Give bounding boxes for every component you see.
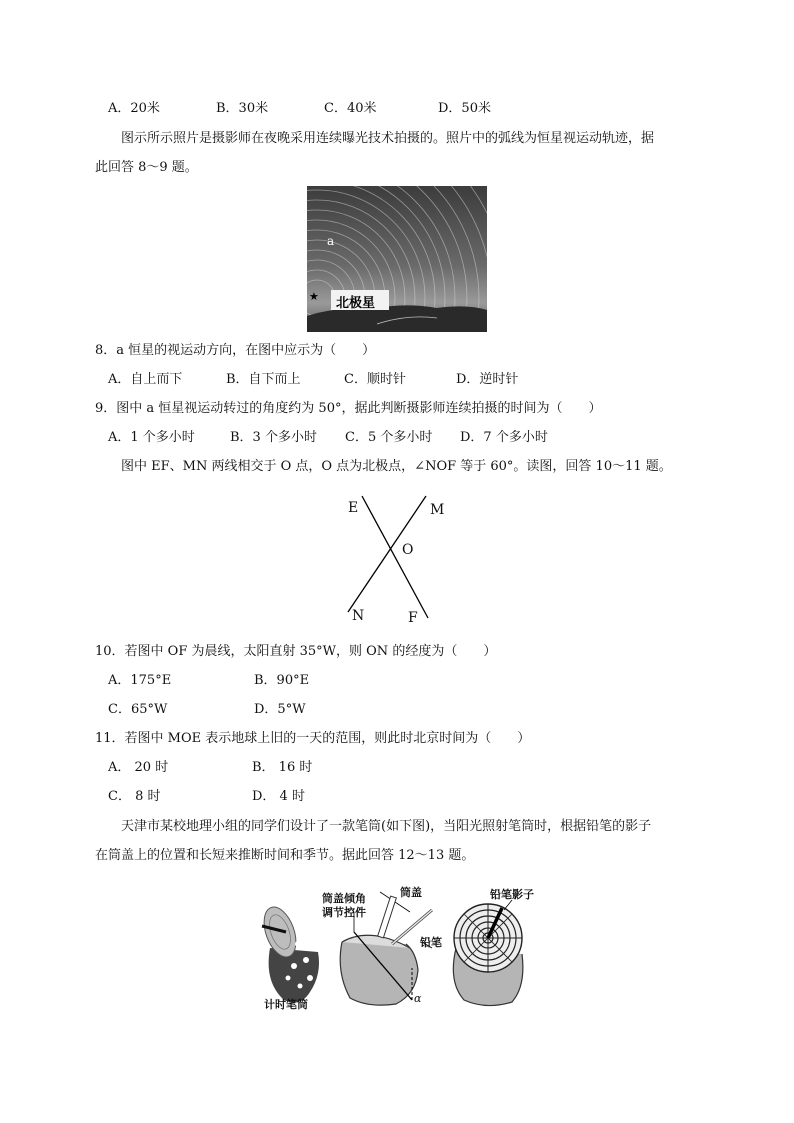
q10-option-c: C．65°W: [108, 702, 168, 717]
q10-stem: 10．若图中 OF 为晨线，太阳直射 35°W，则 ON 的经度为（ ）: [95, 644, 497, 659]
label-e: E: [348, 500, 359, 516]
q9-stem: 9．图中 a 恒星视运动转过的角度约为 50°，据此判断摄影师连续拍摄的时间为（ ）: [95, 401, 602, 416]
q11-option-b: B． 16 时: [252, 760, 313, 775]
q9-option-a: A．1 个多小时: [108, 430, 195, 445]
label-m: M: [430, 502, 445, 518]
shadow-top-view: [453, 900, 523, 1006]
q9-option-d: D．7 个多小时: [460, 430, 548, 445]
intro-10-11: 图中 EF、MN 两线相交于 O 点，O 点为北极点，∠NOF 等于 60°。读图，回答 10～11 题。: [121, 459, 672, 474]
q8-option-b: B．自下而上: [226, 372, 301, 387]
intro-12-13-line2: 在筒盖上的位置和长短来推断时间和季节。据此回答 12～13 题。: [95, 848, 475, 863]
intro-8-9-line2: 此回答 8～9 题。: [95, 160, 198, 175]
q11-stem: 11．若图中 MOE 表示地球上旧的一天的范围，则此时北京时间为（ ）: [95, 731, 531, 746]
label-pencil-shadow: 铅笔影子: [490, 888, 534, 901]
star-trail-image: [307, 186, 487, 332]
label-pencil: 铅笔: [420, 936, 442, 949]
q8-option-a: A．自上而下: [108, 372, 183, 387]
star-trail-photo: [307, 186, 487, 332]
q9-option-c: C．5 个多小时: [345, 430, 433, 445]
ef-mn-diagram: [336, 490, 456, 630]
q11-option-a: A． 20 时: [108, 760, 169, 775]
pen-holder-figure: [250, 882, 550, 1012]
label-f: F: [408, 610, 418, 626]
q7-option-c: C．40米: [324, 101, 377, 116]
label-alpha: α: [414, 992, 422, 1005]
q9-option-b: B．3 个多小时: [230, 430, 317, 445]
photo-star-mark: ★: [309, 290, 319, 303]
intro-8-9-line1: 图示所示照片是摄影师在夜晚采用连续曝光技术拍摄的。照片中的弧线为恒星视运动轨迹，据: [121, 131, 655, 146]
photo-label-a: a: [327, 234, 335, 248]
label-lid-angle-2: 调节控件: [322, 906, 366, 919]
q8-option-d: D．逆时针: [456, 372, 519, 387]
q11-option-c: C． 8 时: [108, 789, 161, 804]
label-o: O: [402, 542, 414, 558]
q11-option-d: D． 4 时: [252, 789, 305, 804]
q8-option-c: C．顺时针: [344, 372, 406, 387]
photo-label-polaris: 北极星: [336, 296, 376, 311]
q10-option-d: D．5°W: [254, 702, 306, 717]
timing-pen-holder-icon: [258, 903, 319, 1003]
label-lid: 筒盖: [400, 886, 422, 899]
q7-option-d: D．50米: [438, 101, 491, 116]
q10-option-b: B．90°E: [254, 673, 310, 688]
q7-option-a: A．20米: [108, 101, 160, 116]
q10-option-a: A．175°E: [108, 673, 172, 688]
label-lid-angle-1: 筒盖倾角: [322, 892, 366, 905]
q7-option-b: B．30米: [216, 101, 269, 116]
intro-12-13-line1: 天津市某校地理小组的同学们设计了一款笔筒(如下图)，当阳光照射笔筒时，根据铅笔的影子: [121, 819, 652, 834]
q8-stem: 8．a 恒星的视运动方向，在图中应示为（ ）: [95, 343, 376, 358]
caption-timing-pen-holder: 计时笔筒: [264, 998, 308, 1011]
label-n: N: [352, 608, 365, 624]
